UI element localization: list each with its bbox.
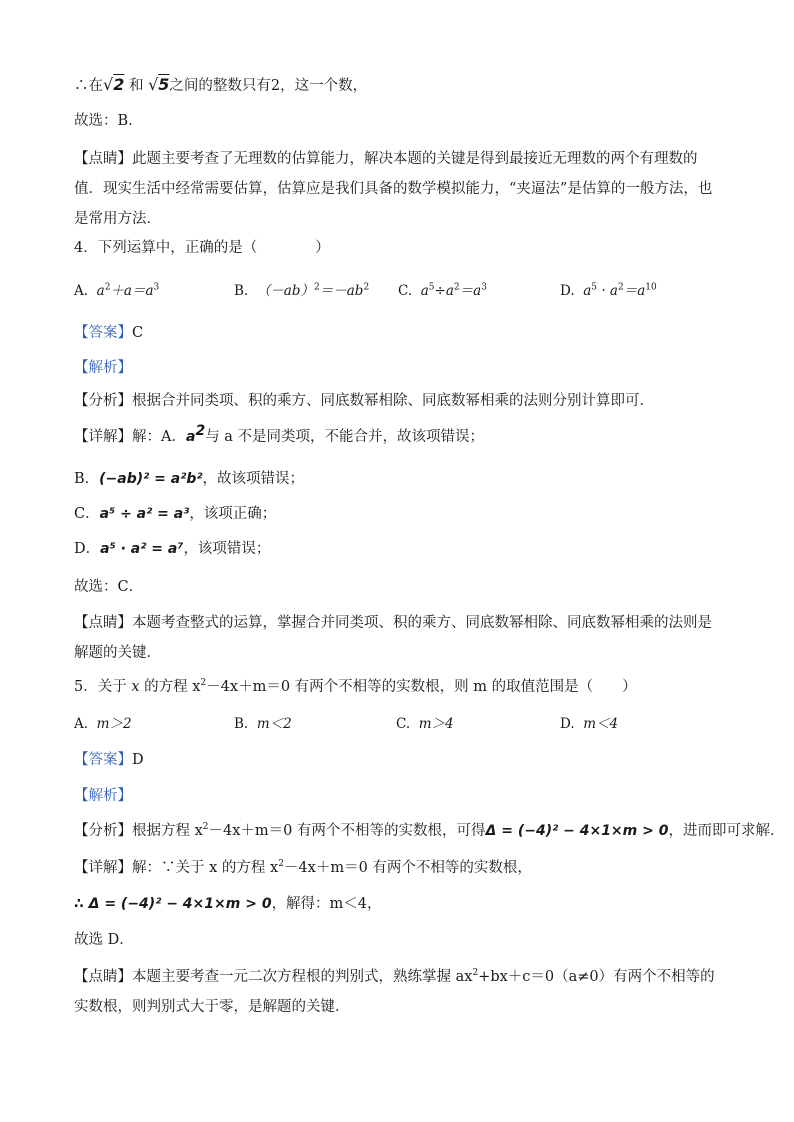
therefore-q5: ∴ Δ = (−4)² − 4×1×m > 0，解得：m＜4， [74,896,382,912]
text-segment: ∴在 [74,78,103,94]
answer-line-q5 [74,749,724,771]
detail-q5: 【详解】解：∵关于 x 的方程 $x^2-4x+m=0$ 有两个不相等的实数根， [74,859,532,876]
sqrt-2: √2 [103,75,125,94]
text-line-1 [74,74,724,97]
fenxi-q4: 【分析】根据合并同类项、积的乘方、同底数幂相除、同底数幂相乘的法则分别计算即可． [74,393,654,409]
answer-tag: 【答案】 [74,325,132,341]
option-a: A. m＞2 [74,716,132,732]
dianjing-q5: 【点睛】本题主要考查一元二次方程根的判别式，熟练掌握 $ax^2+bx+c=0(a\ne 0)$有两个不相等的实数根，则判别式大于零，是解题的关键． [74,968,715,1015]
text-segment: 和 [128,78,144,94]
answer-value: D [132,752,144,768]
text-line-2: 故选：B． [74,113,143,129]
conclusion-q4: 故选：C． [74,579,144,595]
conclusion-q5: 故选 D． [74,932,134,948]
text-segment: 之间的整数只有2，这一个数， [169,78,368,94]
option-c: C. m＞4 [396,716,454,732]
analysis-tag-q5: 【解析】 [74,788,132,804]
question-4-options [74,280,724,302]
option-c: C. $a^5\div a^2=a^3$ [398,282,487,299]
sqrt-5: √5 [148,75,170,94]
detail-a-q4: 【详解】解：A．$a^2$与 a 不是同类项，不能合并，故该项错误； [74,423,485,445]
option-a: A. $a^2+a=a^3$ [74,282,160,299]
question-4-stem: 4．下列运算中，正确的是（ ） [74,240,330,256]
detail-d-q4: D．a⁵ · a² = a⁷，该项错误； [74,541,271,557]
question-5-options [74,713,724,735]
dianjing-q4: 【点睛】本题考查整式的运算，掌握合并同类项、积的乘方、同底数幂相除、同底数幂相乘的法则是解题的关键． [74,615,712,661]
analysis-tag-q4: 【解析】 [74,360,132,376]
option-d: D. $a^5 \cdot a^2=a^{10}$ [560,282,657,299]
answer-value: C [132,325,144,341]
detail-c-q4: C．a⁵ ÷ a² = a³，该项正确； [74,506,277,522]
answer-tag: 【答案】 [74,752,132,768]
question-5-stem: 5．关于 x 的方程 $x^2-4x+m=0$ 有两个不相等的实数根，则 m 的取值范围是（ ） [74,678,637,695]
detail-b-q4: B．(−ab)² = a²b²，故该项错误； [74,471,304,487]
option-b: B. m＜2 [234,716,292,732]
option-b: B. $(-ab)^2=-ab^2$ [234,282,370,299]
answer-line-q4 [74,322,724,344]
option-d: D. m＜4 [560,716,619,732]
fenxi-q5: 【分析】根据方程 $x^2-4x+m=0$ 有两个不相等的实数根，可得Δ = (−4)² − 4×1×m > 0，进而即可求解． [74,822,785,839]
dianjing-paragraph-q3: 【点睛】此题主要考查了无理数的估算能力，解决本题的关键是得到最接近无理数的两个有理数的值．现实生活中经常需要估算，估算应是我们具备的数学模拟能力，“夹逼法”是估算的一般方法，也是常用方法． [74,151,713,227]
